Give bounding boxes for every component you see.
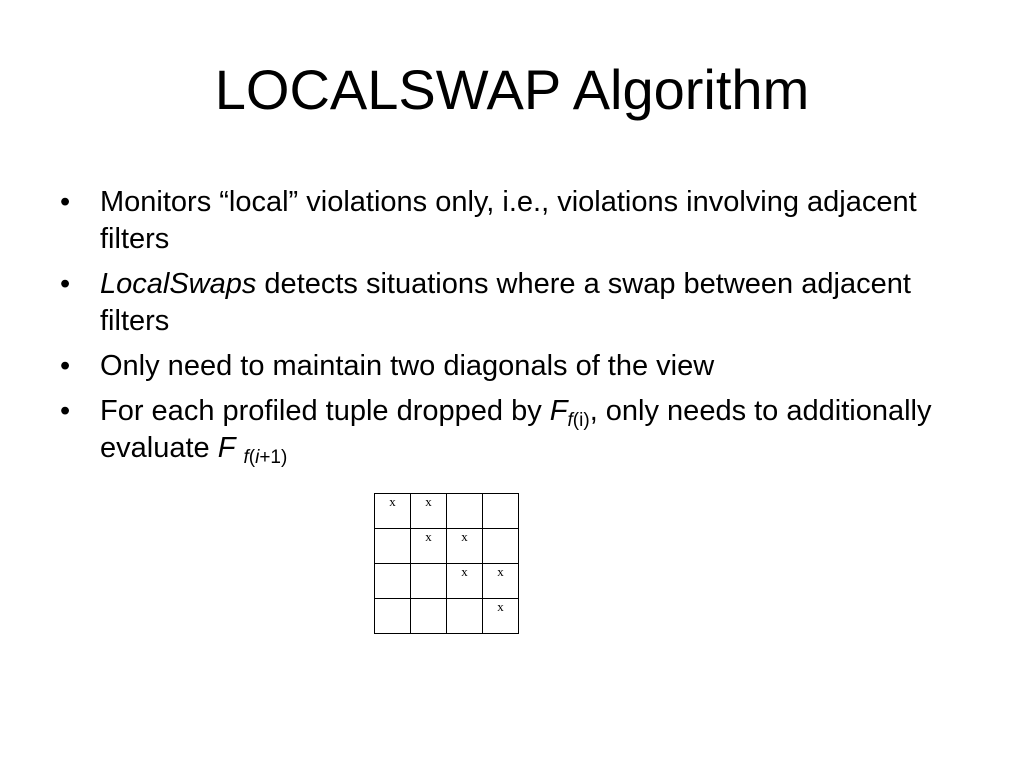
grid-row xyxy=(375,529,519,564)
grid-cell xyxy=(411,564,447,599)
subscript-index: (i) xyxy=(572,410,590,431)
bullet-dot: • xyxy=(60,268,71,300)
subscript-plus-one: +1) xyxy=(259,447,288,468)
bullet-dot: • xyxy=(60,186,71,218)
grid-cell xyxy=(483,529,519,564)
grid-cell xyxy=(411,599,447,634)
grid-cell: x xyxy=(411,494,447,529)
grid-cell xyxy=(375,529,411,564)
grid-cell: x xyxy=(447,564,483,599)
bullet-text-start: For each profiled tuple dropped by xyxy=(100,395,550,427)
grid-row xyxy=(375,564,519,599)
grid-cell xyxy=(483,494,519,529)
grid-cell xyxy=(375,599,411,634)
bullet-text: detects situations where a swap between adjacent filters xyxy=(100,268,911,337)
subscript-f: f xyxy=(567,410,573,431)
subscript-i: i xyxy=(255,447,260,468)
bullet-text: Only need to maintain two diagonals of the view xyxy=(100,350,715,382)
bullet-text-middle: , only needs to additionally evaluate xyxy=(100,395,932,464)
grid-row xyxy=(375,494,519,529)
grid-row xyxy=(375,599,519,634)
filter-next-subscript xyxy=(243,447,287,468)
grid-cell: x xyxy=(375,494,411,529)
bullet-item-localswaps xyxy=(60,266,960,340)
subscript-f: f xyxy=(243,447,249,468)
grid-cell xyxy=(375,564,411,599)
bullet-list xyxy=(60,184,960,475)
diagonal-view-grid xyxy=(374,493,519,634)
bullet-item-local-violations xyxy=(60,184,960,258)
bullet-dot: • xyxy=(60,350,71,382)
subscript-open-paren: ( xyxy=(248,447,256,468)
grid-cell: x xyxy=(447,529,483,564)
grid-cell: x xyxy=(483,599,519,634)
filter-variable-next: F xyxy=(217,432,236,464)
filter-variable: F xyxy=(549,395,568,427)
grid-cell: x xyxy=(411,529,447,564)
bullet-text: Monitors “local” violations only, i.e., violations involving adjacent filters xyxy=(100,186,917,255)
bullet-item-profiled-tuple xyxy=(60,393,960,467)
bullet-item-two-diagonals xyxy=(60,348,960,385)
slide-title: LOCALSWAP Algorithm xyxy=(214,58,810,121)
grid-cell xyxy=(447,599,483,634)
bullet-italic-term: LocalSwaps xyxy=(100,268,257,300)
filter-subscript xyxy=(568,410,590,431)
grid-cell xyxy=(447,494,483,529)
bullet-dot: • xyxy=(60,395,71,427)
grid-cell: x xyxy=(483,564,519,599)
